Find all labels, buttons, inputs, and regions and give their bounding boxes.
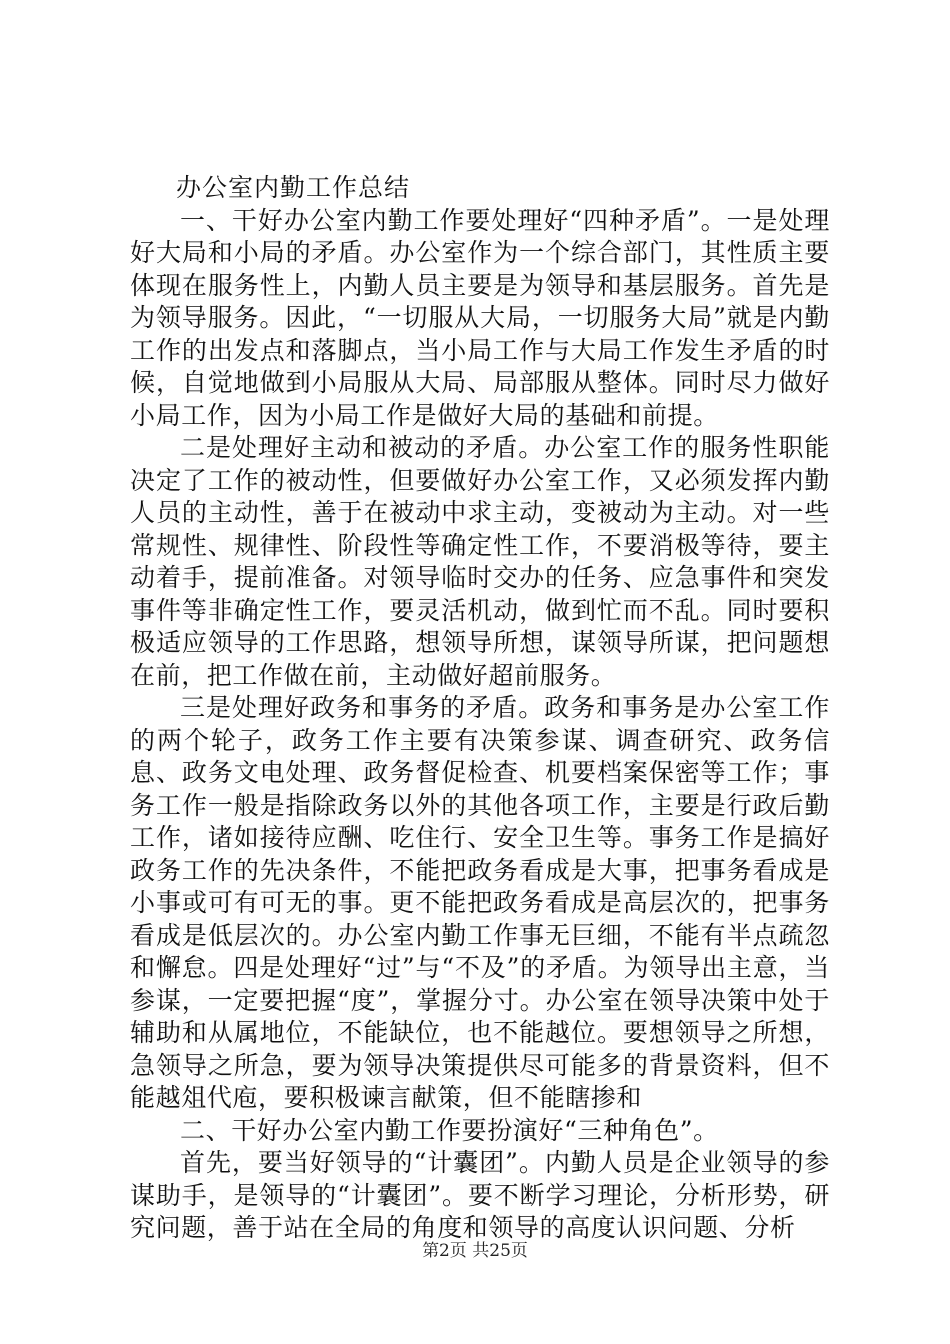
paragraph-1: 一、干好办公室内勤工作要处理好“四种矛盾”。一是处理好大局和小局的矛盾。办公室作为一个综合部门，其性质主要体现在服务性上，内勤人员主要是为领导和基层服务。首先是为领导服务。因此，“一切服从大局，一切服务大局”就是内勤工作的出发点和落脚点，当小局工作与大局工作发生矛盾的时候，自觉地做到小局服从大局、局部服从整体。同时尽力做好小局工作，因为小局工作是做好大局的基础和前提。 <box>130 205 830 430</box>
page-number-footer: 第2页 共25页 <box>422 1241 528 1261</box>
paragraph-3: 三是处理好政务和事务的矛盾。政务和事务是办公室工作的两个轮子，政务工作主要有决策参谋、调查研究、政务信息、政务文电处理、政务督促检查、机要档案保密等工作；事务工作一般是指除政务以外的其他各项工作，主要是行政后勤工作，诸如接待应酬、吃住行、安全卫生等。事务工作是搞好政务工作的先决条件，不能把政务看成是大事，把事务看成是小事或可有可无的事。更不能把政务看成是高层次的，把事务看成是低层次的。办公室内勤工作事无巨细，不能有半点疏忽和懈怠。四是处理好“过”与“不及”的矛盾。为领导出主意，当参谋，一定要把握“度”，掌握分寸。办公室在领导决策中处于辅助和从属地位，不能缺位，也不能越位。要想领导之所想，急领导之所急，要为领导决策提供尽可能多的背景资料，但不能越俎代庖，要积极谏言献策，但不能瞎掺和 <box>130 693 830 1112</box>
paragraph-5: 首先，要当好领导的“计囊团”。内勤人员是企业领导的参谋助手，是领导的“计囊团”。要不断学习理论，分析形势，研究问题，善于站在全局的角度和领导的高度认识问题、分析 <box>130 1148 830 1242</box>
document-body <box>130 172 830 1245</box>
paragraph-4: 二、干好办公室内勤工作要扮演好“三种角色”。 <box>180 1115 719 1145</box>
paragraph-2: 二是处理好主动和被动的矛盾。办公室工作的服务性职能决定了工作的被动性，但要做好办公室工作，又必须发挥内勤人员的主动性，善于在被动中求主动，变被动为主动。对一些常规性、规律性、阶段性等确定性工作，不要消极等待，要主动着手，提前准备。对领导临时交办的任务、应急事件和突发事件等非确定性工作，要灵活机动，做到忙而不乱。同时要积极适应领导的工作思路，想领导所想，谋领导所谋，把问题想在前，把工作做在前，主动做好超前服务。 <box>130 433 830 690</box>
document-title: 办公室内勤工作总结 <box>176 173 411 202</box>
